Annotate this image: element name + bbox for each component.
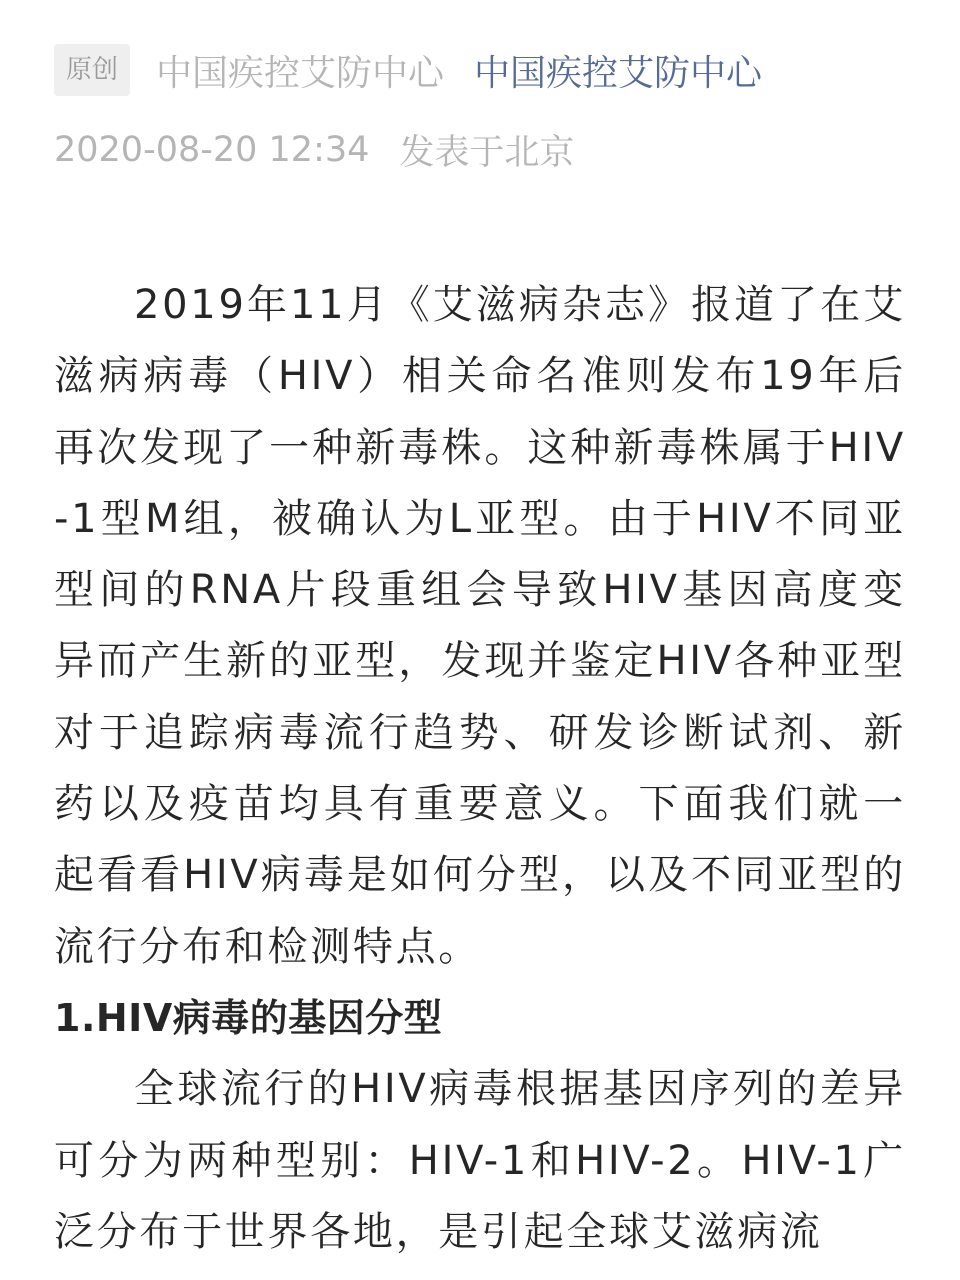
article-paragraph: 全球流行的HIV病毒根据基因序列的差异可分为两种型别：HIV-1和HIV-2。HIV-1广泛分布于世界各地，是引起全球艾滋病流 xyxy=(54,1066,906,1255)
article-body xyxy=(54,270,906,1268)
section-heading: 1.HIV病毒的基因分型 xyxy=(54,995,443,1040)
publish-date: 2020-08-20 12:34 xyxy=(54,130,370,170)
publish-info xyxy=(54,126,574,174)
article-meta xyxy=(54,42,762,98)
original-badge: 原创 xyxy=(54,44,130,96)
article-paragraph: 2019年11月《艾滋病杂志》报道了在艾滋病病毒（HIV）相关命名准则发布19年后再次发现了一种新毒株。这种新毒株属于HIV-1型M组，被确认为L亚型。由于HIV不同亚型间的RNA片段重组会导致HIV基因高度变异而产生新的亚型，发现并鉴定HIV各种亚型对于追踪病毒流行趋势、研发诊断试剂、新药以及疫苗均具有重要意义。下面我们就一起看看HIV病毒是如何分型，以及不同亚型的流行分布和检测特点。 xyxy=(54,282,906,970)
account-name-link[interactable]: 中国疾控艾防中心 xyxy=(474,52,763,94)
publish-location: 发表于北京 xyxy=(399,133,575,173)
author-name: 中国疾控艾防中心 xyxy=(156,52,445,94)
